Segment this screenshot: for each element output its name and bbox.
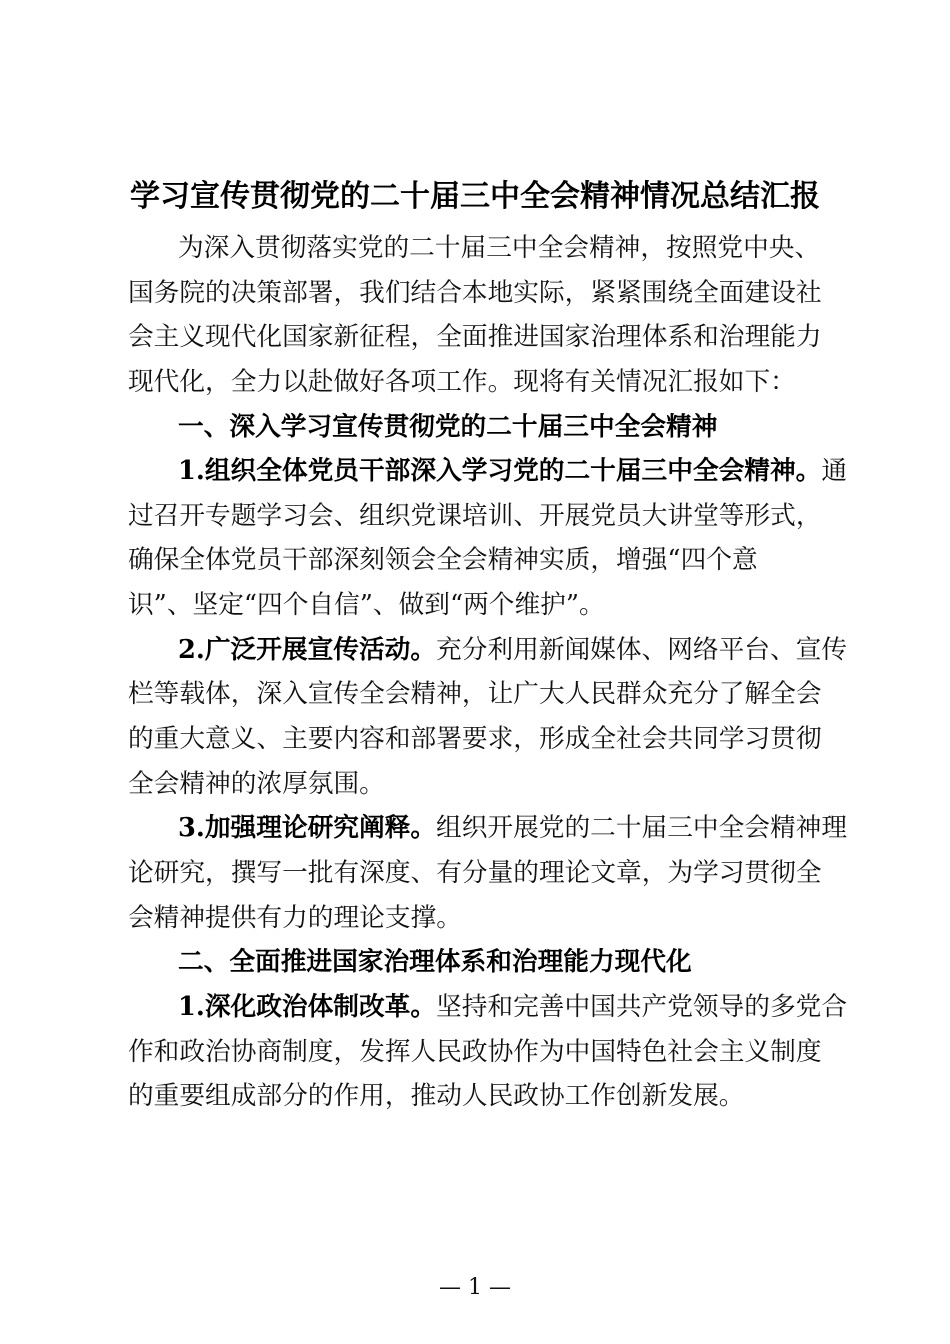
text-line xyxy=(128,806,848,851)
item-body-text: 充分利用新闻媒体、网络平台、宣传 xyxy=(436,634,848,665)
text-line: 现代化，全力以赴做好各项工作。现将有关情况汇报如下： xyxy=(128,366,796,397)
section-heading xyxy=(128,940,828,985)
numbered-item-paragraph xyxy=(128,806,848,940)
text-line: 国务院的决策部署，我们结合本地实际，紧紧围绕全面建设社 xyxy=(128,277,822,308)
item-body-text: 坚持和完善中国共产党领导的多党合 xyxy=(436,991,848,1022)
text-line: 识”、坚定“四个自信”、做到“两个维护”。 xyxy=(128,590,605,621)
item-body-text: 组织开展党的二十届三中全会精神理 xyxy=(436,813,848,844)
text-line: 会精神提供有力的理论支撑。 xyxy=(128,902,462,933)
text-line: 确保全体党员干部深刻领会全会精神实质，增强“四个意 xyxy=(128,545,758,576)
section-heading xyxy=(128,405,828,450)
document-body xyxy=(128,226,848,1119)
item-lead-text: 2.广泛开展宣传活动。 xyxy=(178,634,437,665)
text-line: 栏等载体，深入宣传全会精神，让广大人民群众充分了解全会 xyxy=(128,679,822,710)
section-heading-text: 一、深入学习宣传贯彻党的二十届三中全会精神 xyxy=(178,411,718,442)
item-lead-text: 1.组织全体党员干部深入学习党的二十届三中全会精神。 xyxy=(178,456,822,487)
text-line xyxy=(128,628,848,673)
text-line: 全会精神的浓厚氛围。 xyxy=(128,768,385,799)
text-line: 为深入贯彻落实党的二十届三中全会精神，按照党中央、 xyxy=(178,233,821,263)
item-lead-text: 1.深化政治体制改革。 xyxy=(178,991,437,1022)
text-line: 的重大意义、主要内容和部署要求，形成全社会共同学习贯彻 xyxy=(128,724,822,755)
section-heading-text: 二、全面推进国家治理体系和治理能力现代化 xyxy=(178,947,692,978)
text-line xyxy=(128,985,848,1030)
text-line: 过召开专题学习会、组织党课培训、开展党员大讲堂等形式， xyxy=(128,500,822,531)
numbered-item-paragraph xyxy=(128,628,848,807)
text-line: 会主义现代化国家新征程，全面推进国家治理体系和治理能力 xyxy=(128,322,822,353)
text-line: 论研究，撰写一批有深度、有分量的理论文章，为学习贯彻全 xyxy=(128,857,822,888)
text-line: 作和政治协商制度，发挥人民政协作为中国特色社会主义制度 xyxy=(128,1036,822,1067)
document-title: 学习宣传贯彻党的二十届三中全会精神情况总结汇报 xyxy=(130,179,820,214)
numbered-item-paragraph xyxy=(128,985,848,1119)
item-lead-text: 3.加强理论研究阐释。 xyxy=(178,813,437,844)
page-number: — 1 — xyxy=(439,1275,511,1300)
body-paragraph xyxy=(128,226,828,405)
text-line: 的重要组成部分的作用，推动人民政协工作创新发展。 xyxy=(128,1081,745,1112)
text-line xyxy=(128,449,848,494)
numbered-item-paragraph xyxy=(128,449,848,628)
item-body-text: 通 xyxy=(821,456,848,487)
